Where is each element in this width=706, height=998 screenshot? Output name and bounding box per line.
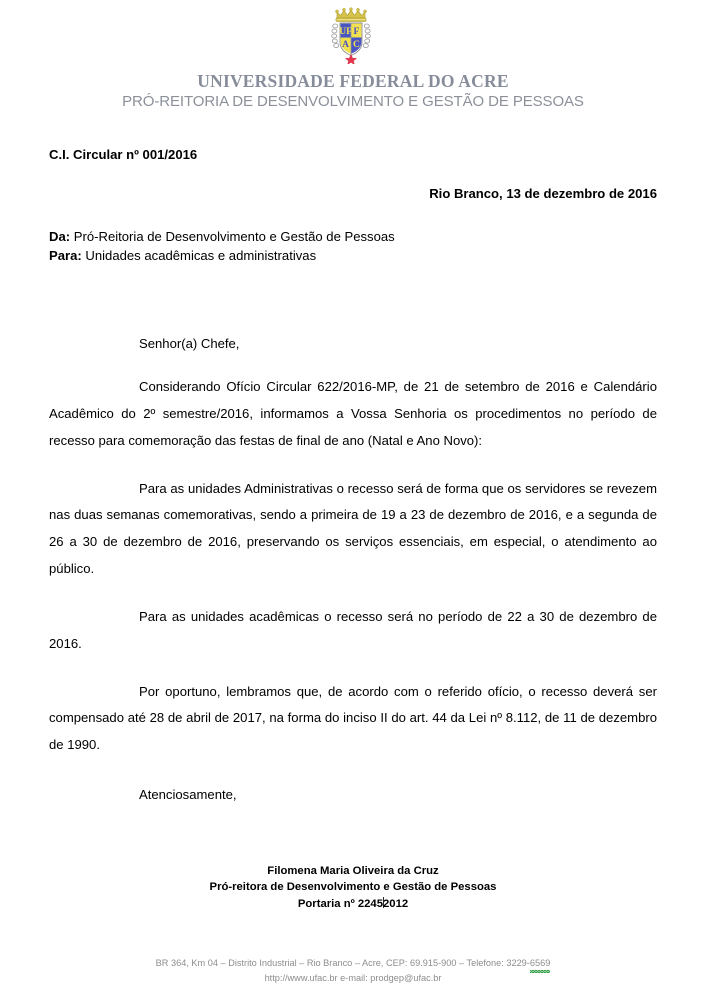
organization-title: UNIVERSIDADE FEDERAL DO ACRE <box>197 71 509 91</box>
letterhead <box>0 0 706 111</box>
paragraph-compensacao: Por oportuno, lembramos que, de acordo com o referido ofício, o recesso deverá ser compensado até 28 de abril de 2017, na forma do inciso II do art. 44 da Lei nº 8.112, de 11 de dezembro de 1990. <box>49 683 657 753</box>
paragraph-considerando: Considerando Ofício Circular 622/2016-MP, de 21 de setembro de 2016 e Calendário Acadêmico do 2º semestre/2016, informamos a Vossa Senhoria os procedimentos no período de recesso para comemoração das festas de final de ano (Natal e Ano Novo): <box>49 379 657 448</box>
footer-address: BR 364, Km 04 – Distrito Industrial – Rio Branco – Acre, CEP: 69.915-900 – Telefone: 3229- <box>155 958 530 969</box>
footer-email-link[interactable]: prodgep@ufac.br <box>370 973 442 984</box>
footer-address-line <box>0 956 706 971</box>
paragraph-administrativas: Para as unidades Administrativas o recesso será de forma que os servidores se revezem nas duas semanas comemorativas, sendo a primeira de 19 a 23 de dezembro de 2016, e a segunda de 26 a 30 de dezembro de 2016, preservando os serviços essenciais, em especial, o atendimento ao público. <box>49 480 657 577</box>
to-label: Para: <box>49 248 82 264</box>
crest-letters-bottom: C <box>352 40 360 50</box>
signature-block <box>49 863 657 912</box>
svg-text:F: F <box>353 27 360 37</box>
document-reference: C.I. Circular nº 001/2016 <box>49 146 198 162</box>
organization-subtitle: PRÓ-REITORIA DE DESENVOLVIMENTO E GESTÃO DE PESSOAS <box>122 93 584 111</box>
portaria-suffix: 2012 <box>383 897 409 910</box>
crest-letters-top: UF <box>339 27 352 37</box>
star-icon <box>345 54 356 64</box>
place-and-date: Rio Branco, 13 de dezembro de 2016 <box>429 186 657 202</box>
signatory-role: Pró-reitora de Desenvolvimento e Gestão de Pessoas <box>209 881 497 894</box>
svg-text:A: A <box>342 40 350 50</box>
portaria-prefix: Portaria nº 2245 <box>297 897 383 910</box>
ufac-coat-of-arms-icon <box>323 6 383 64</box>
from-line <box>49 227 657 246</box>
document-body <box>49 111 657 913</box>
footer-email-label: e-mail: <box>340 973 368 984</box>
footer-phone-tail: 6569 <box>530 956 550 971</box>
signatory-name: Filomena Maria Oliveira da Cruz <box>267 864 439 877</box>
paragraph-academicas: Para as unidades acadêmicas o recesso será no período de 22 a 30 de dezembro de 2016. <box>49 608 657 651</box>
footer-website-link[interactable]: http://www.ufac.br <box>264 973 338 984</box>
to-value: Unidades acadêmicas e administrativas <box>85 248 317 264</box>
salutation: Senhor(a) Chefe, <box>139 335 240 351</box>
footer-contact-line <box>0 971 706 986</box>
from-value: Pró-Reitoria de Desenvolvimento e Gestão de Pessoas <box>73 228 395 244</box>
signatory-portaria <box>49 896 657 912</box>
page-footer <box>0 956 706 986</box>
closing-salutation: Atenciosamente, <box>139 787 237 803</box>
to-line <box>49 246 657 265</box>
from-label: Da: <box>49 228 71 244</box>
